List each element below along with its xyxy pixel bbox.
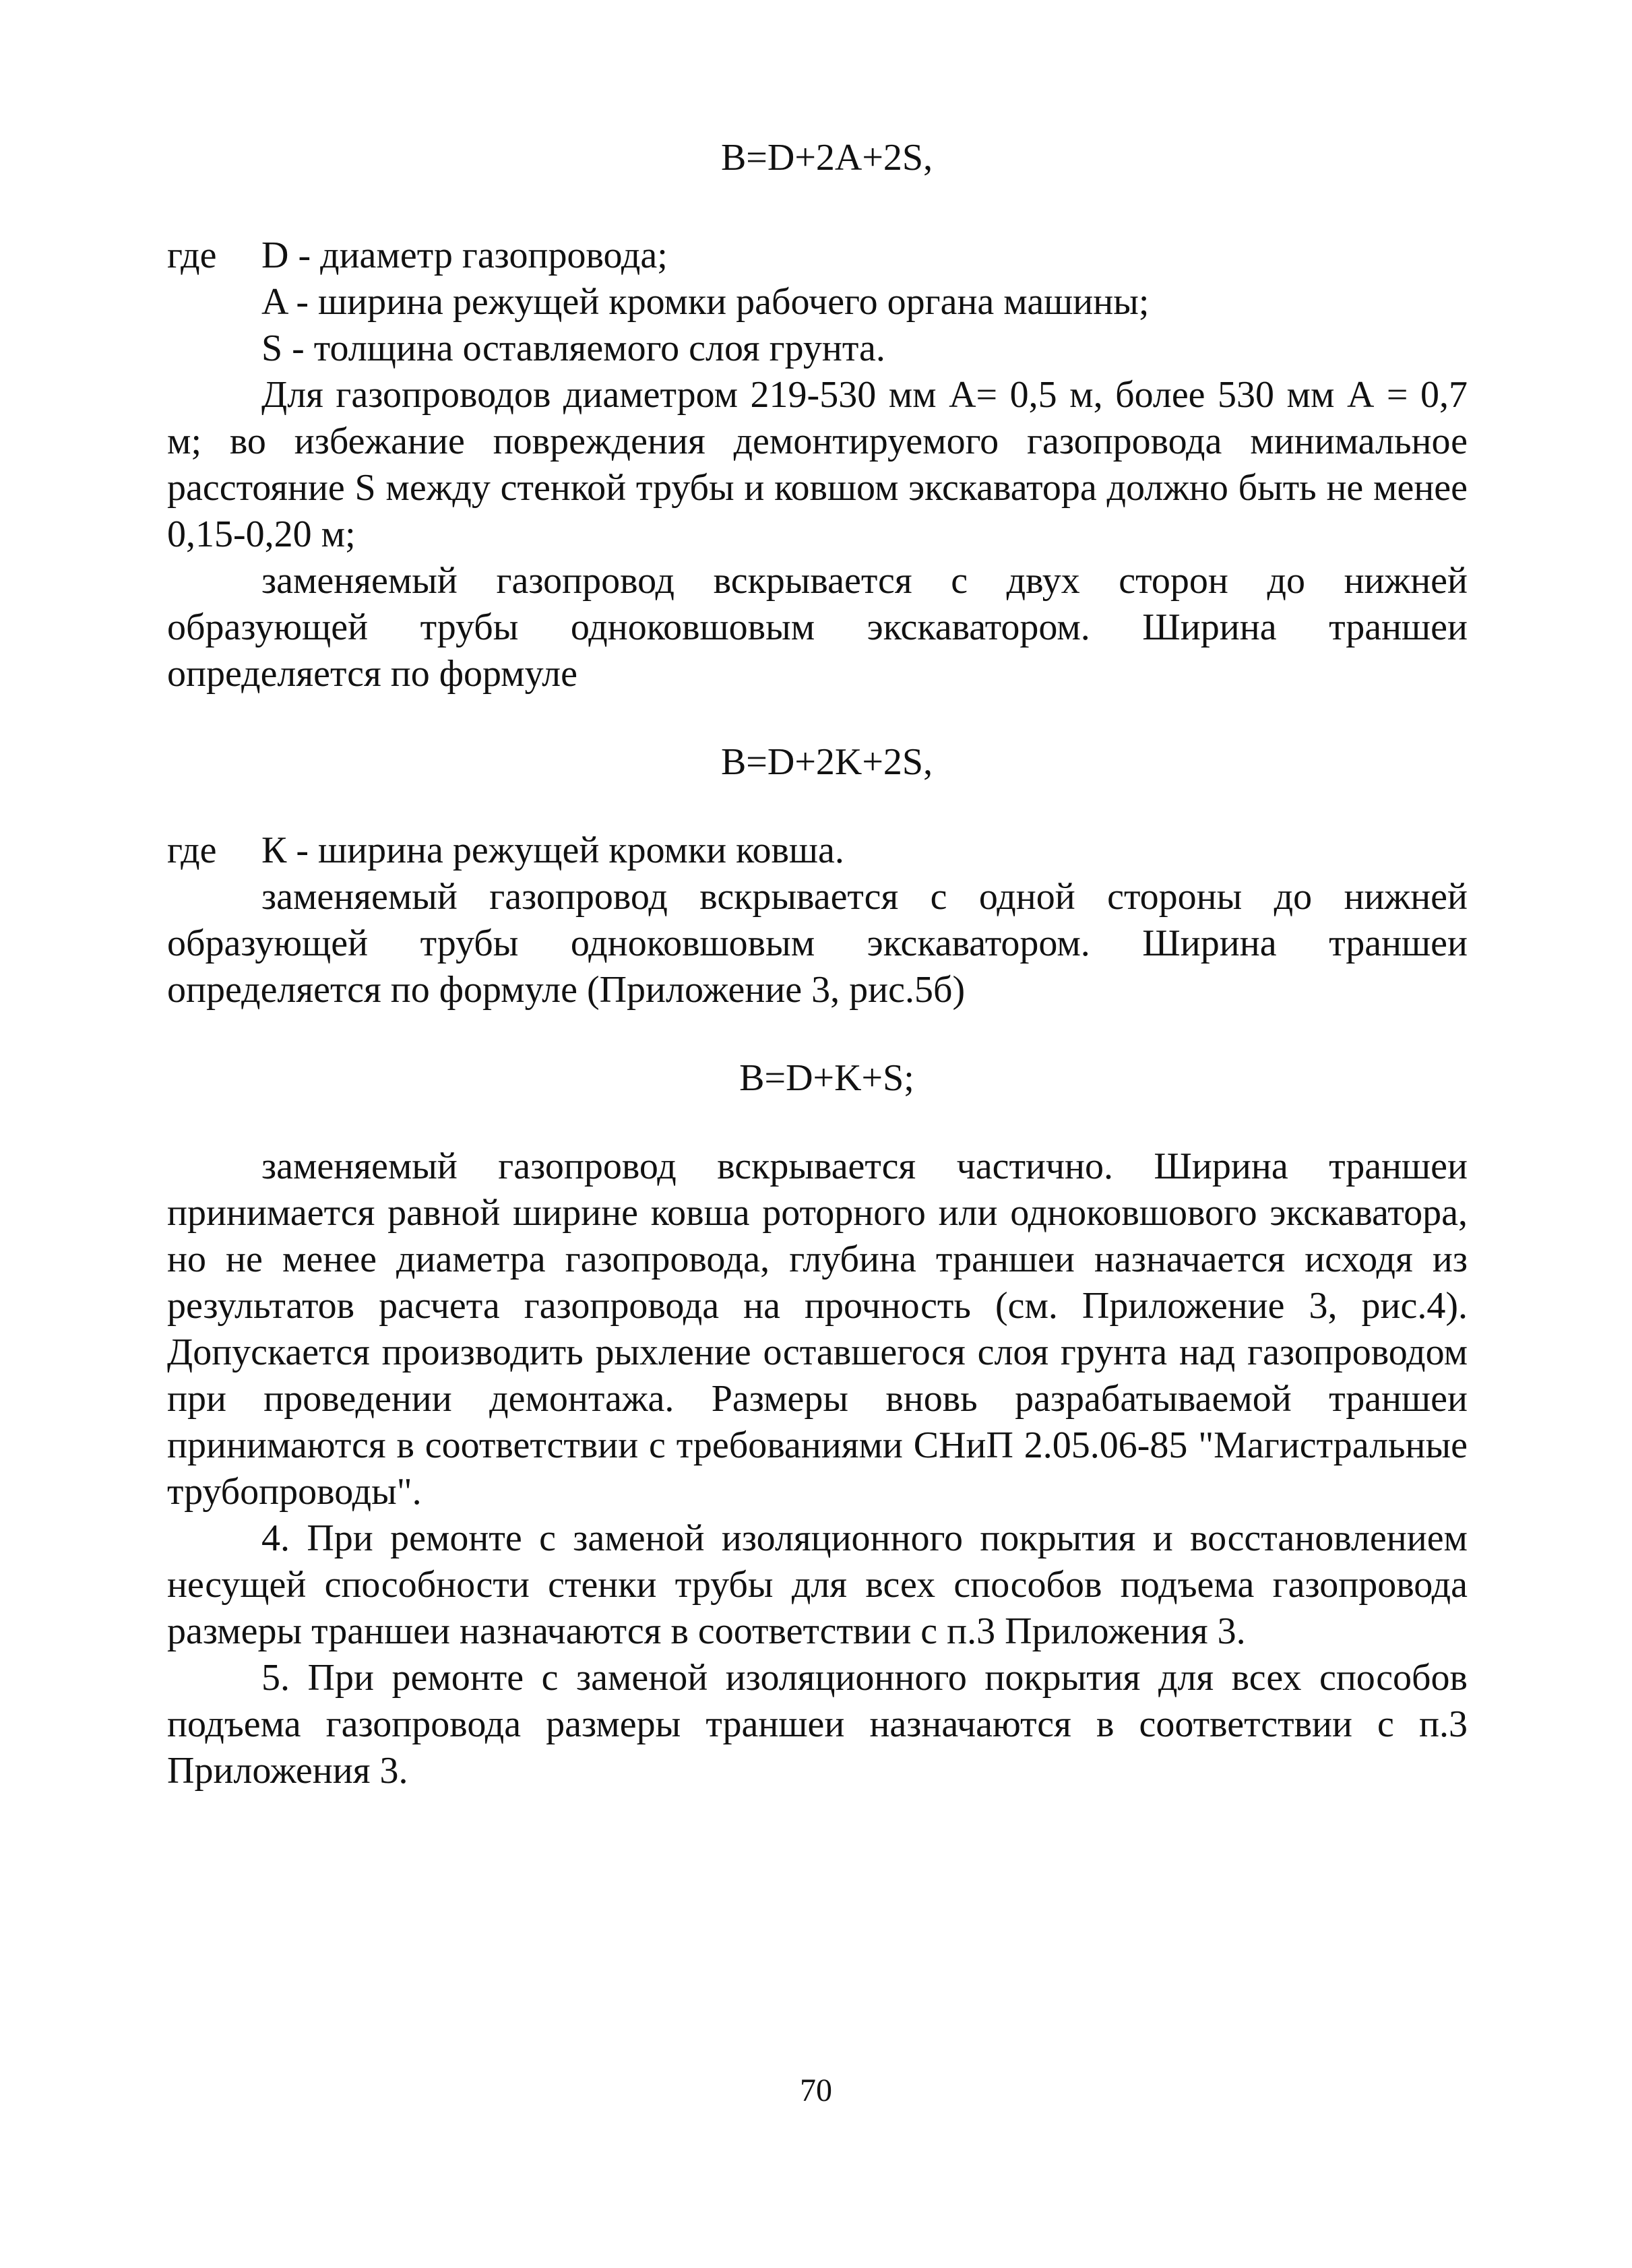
definition-s: S - толщина оставляемого слоя грунта. bbox=[261, 327, 885, 369]
paragraph-one-side: заменяемый газопровод вскрывается с одной стороны до нижней образующей трубы одноковшовым экскаватором. Ширина траншеи определяется по формуле (Приложение 3, рис.5б) bbox=[167, 876, 1468, 1011]
where-label: где bbox=[167, 234, 217, 276]
paragraph-item-4: 4. При ремонте с заменой изоляционного покрытия и восстановлением несущей способности стенки трубы для всех способов подъема газопровода размеры траншеи назначаются в соответствии с п.3 Приложения 3. bbox=[167, 1517, 1468, 1652]
formula-trench-width-one-side: B=D+K+S; bbox=[739, 1057, 914, 1099]
where-block-1 bbox=[167, 232, 1468, 279]
definition-k: К - ширина режущей кромки ковша. bbox=[261, 829, 844, 871]
page-number: 70 bbox=[800, 2073, 832, 2108]
paragraph-item-5: 5. При ремонте с заменой изоляционного покрытия для всех способов подъема газопровода размеры траншеи назначаются в соответствии с п.3 Приложения 3. bbox=[167, 1657, 1468, 1792]
formula-trench-width-k: B=D+2K+2S, bbox=[720, 741, 933, 783]
paragraph-two-sides: заменяемый газопровод вскрывается с двух сторон до нижней образующей трубы одноковшовым экскаватором. Ширина траншеи определяется по формуле bbox=[167, 560, 1468, 695]
definition-d: D - диаметр газопровода; bbox=[261, 234, 668, 276]
paragraph-diameter-rules: Для газопроводов диаметром 219-530 мм А= 0,5 м, более 530 мм А = 0,7 м; во избежание повреждения демонтируемого газопровода минимальное расстояние S между стенкой трубы и ковшом экскаватора должно быть не менее 0,15-0,20 м; bbox=[167, 374, 1468, 555]
formula-trench-width-a: B=D+2A+2S, bbox=[720, 137, 933, 179]
where-block-2 bbox=[167, 827, 1468, 874]
paragraph-partial-opening: заменяемый газопровод вскрывается частично. Ширина траншеи принимается равной ширине ковша роторного или одноковшового экскаватора, но не менее диаметра газопровода, глубина траншеи назначается исходя из результатов расчета газопровода на прочность (см. Приложение 3, рис.4). Допускается производить рыхление оставшегося слоя грунта над газопроводом при проведении демонтажа. Размеры вновь разрабатываемой траншеи принимаются в соответствии с требованиями СНиП 2.05.06-85 "Магистральные трубопроводы". bbox=[167, 1145, 1468, 1513]
document-page bbox=[167, 135, 1468, 1794]
definition-a: A - ширина режущей кромки рабочего органа машины; bbox=[261, 281, 1150, 323]
where-label: где bbox=[167, 829, 217, 871]
